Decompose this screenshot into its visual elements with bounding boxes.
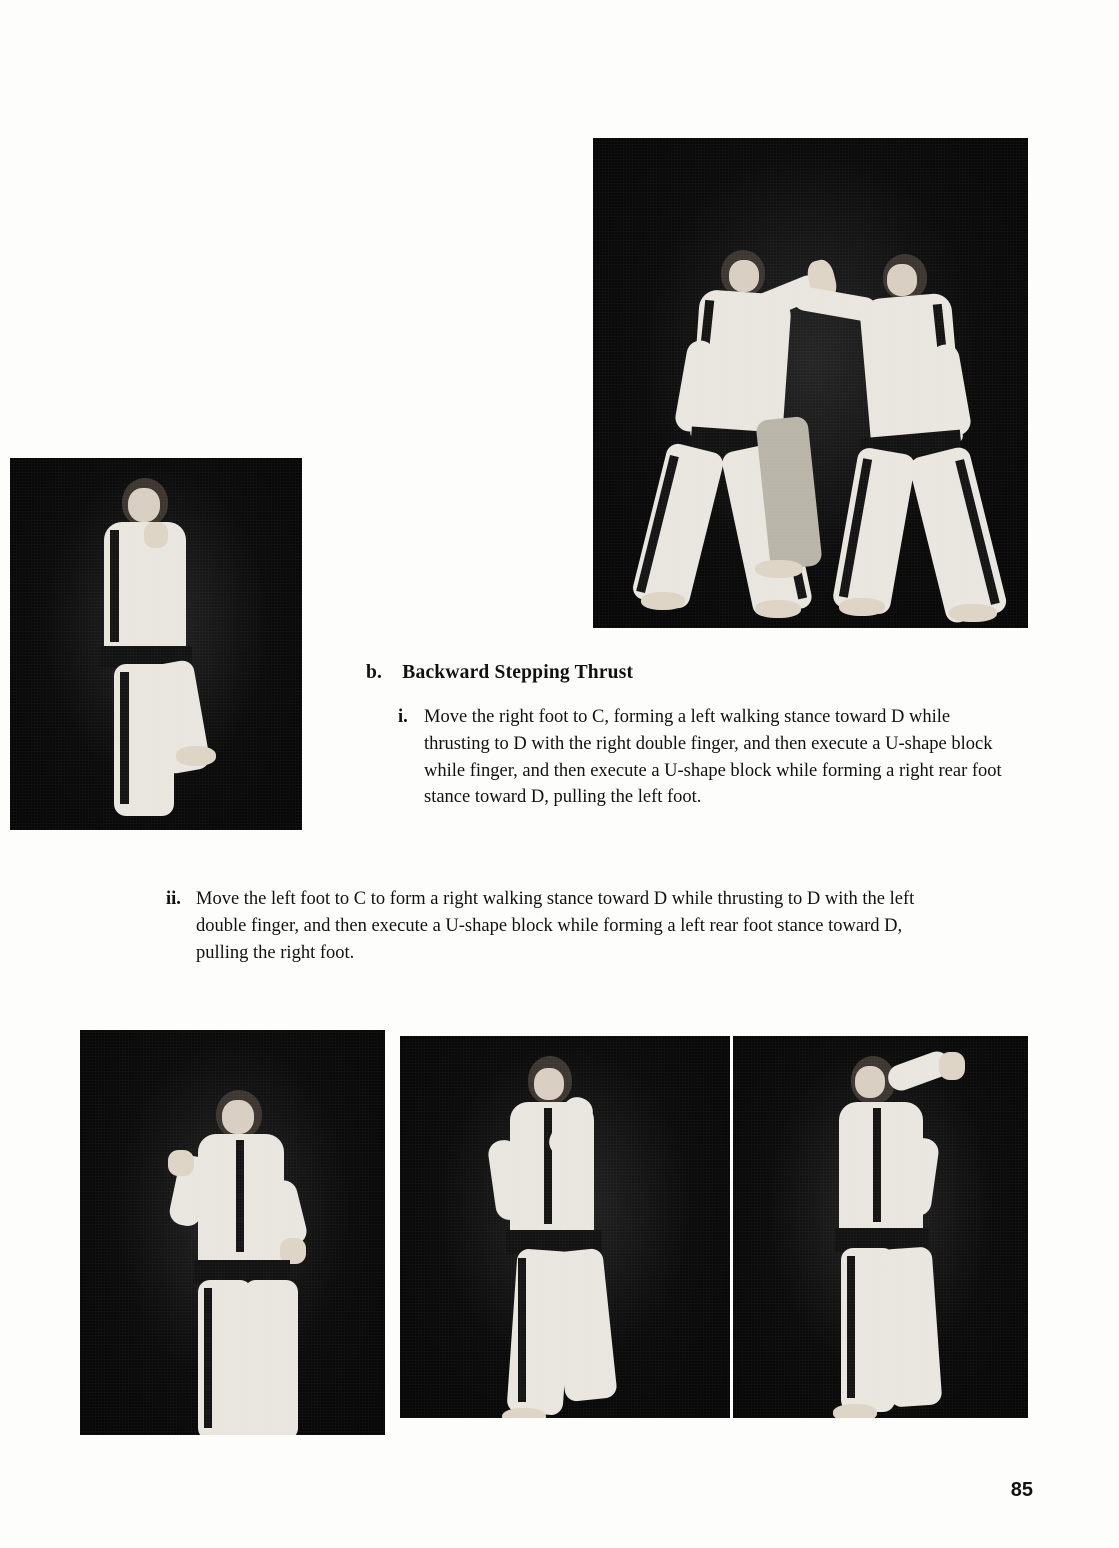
step-i-marker: i.	[398, 707, 408, 727]
photo-sequence-1	[80, 1030, 385, 1435]
photo-sequence-2	[400, 1036, 730, 1418]
photo-grain	[593, 138, 1028, 628]
step-i	[398, 704, 1007, 811]
photo-two-figures-thrust	[593, 138, 1028, 628]
photo-grain	[10, 458, 302, 830]
step-i-text: Move the right foot to C, forming a left walking stance toward D while thrusting to D with the right double finger, and then execute a U-shape block while finger, and then execute a U-shape block while forming a right rear foot stance toward D, pulling the left foot.	[424, 707, 1002, 808]
photo-grain	[80, 1030, 385, 1435]
photo-sequence-3	[733, 1036, 1028, 1418]
photo-grain	[733, 1036, 1028, 1418]
step-ii-marker: ii.	[166, 889, 181, 909]
photo-standing-figure-left	[10, 458, 302, 830]
photo-grain	[400, 1036, 730, 1418]
step-ii-text: Move the left foot to C to form a right walking stance toward D while thrusting to D with the left double finger, and then execute a U-shape block while forming a left rear foot stance toward D, pulling the right foot.	[196, 889, 915, 963]
section-heading	[366, 662, 633, 684]
section-marker: b.	[366, 662, 383, 683]
section-title: Backward Stepping Thrust	[402, 662, 634, 683]
step-ii	[166, 886, 926, 966]
page-number: 85	[1010, 1479, 1033, 1501]
